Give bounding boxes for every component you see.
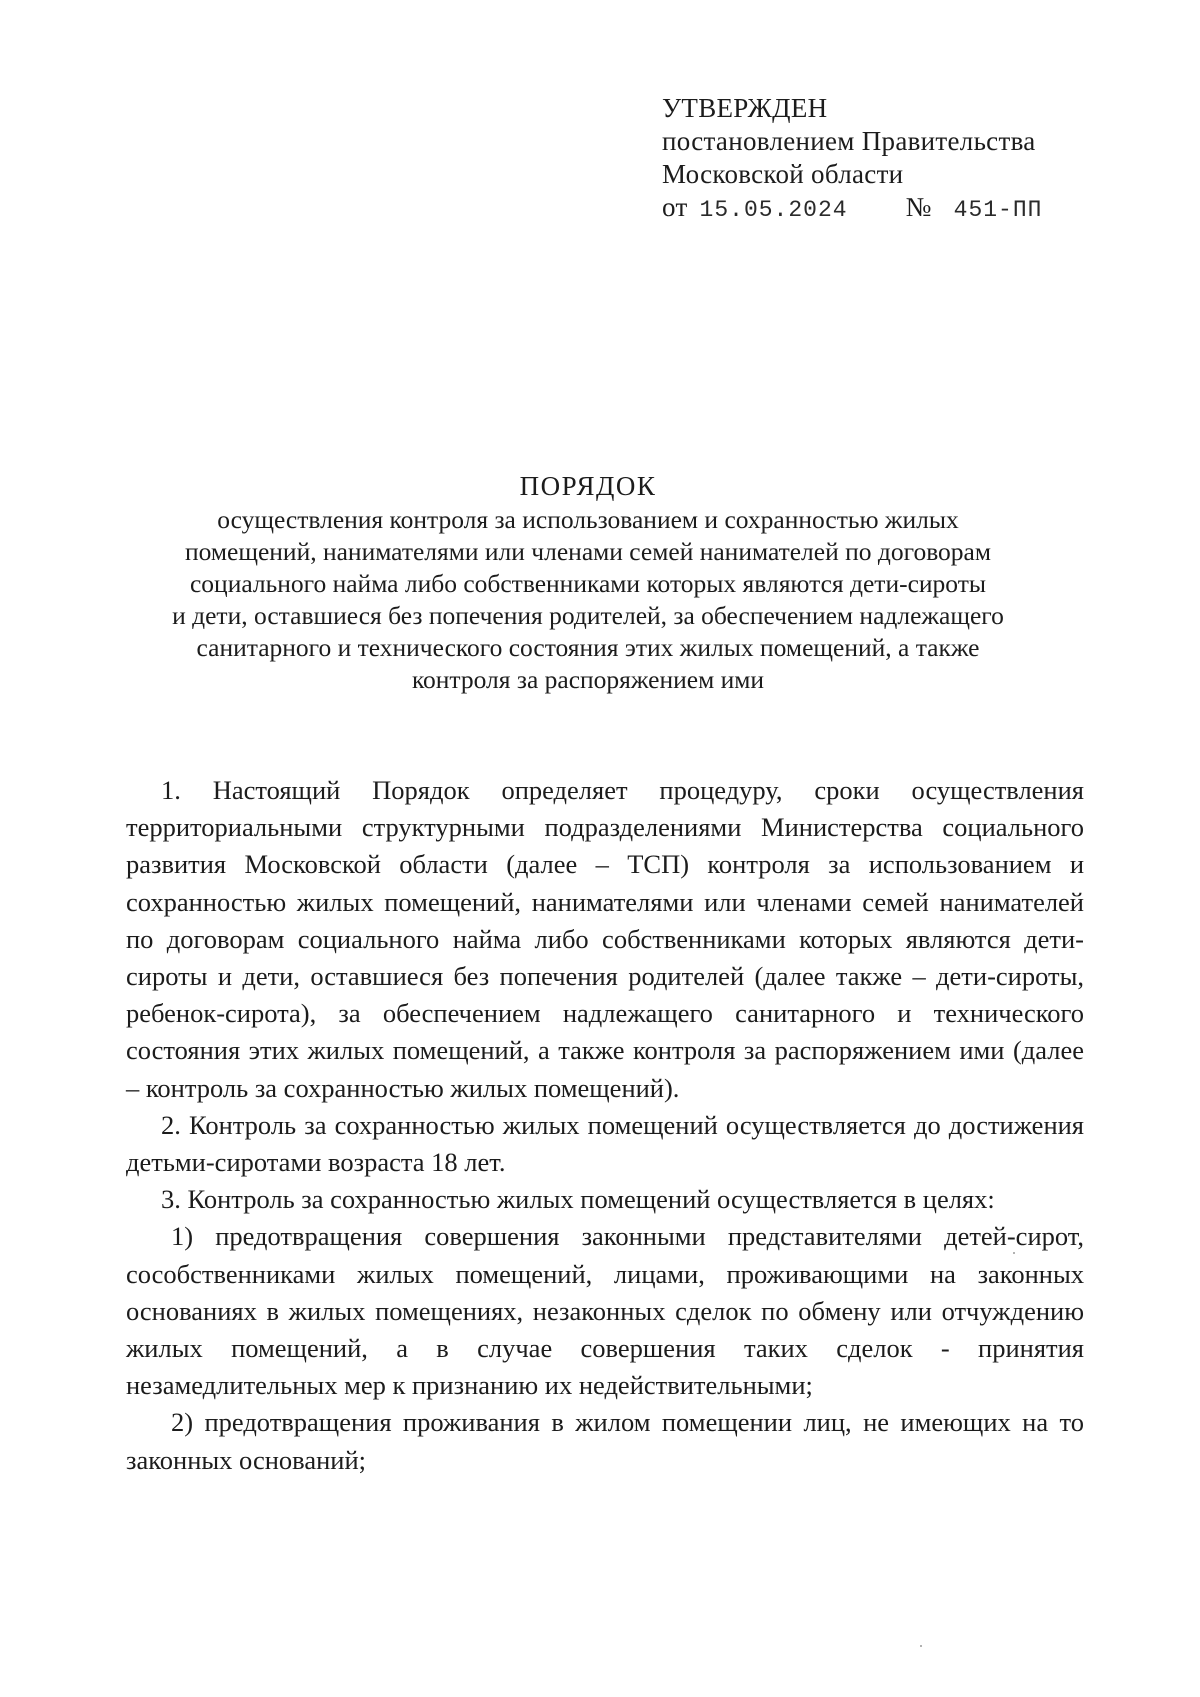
document-title: ПОРЯДОК	[519, 471, 657, 501]
approval-date-line	[662, 191, 1102, 227]
document-subtitle-line: контроля за распоряжением ими	[411, 665, 765, 694]
approval-by-line: постановлением Правительства	[662, 126, 1036, 156]
approval-status: УТВЕРЖДЕН	[662, 93, 828, 123]
paragraph-3: 3. Контроль за сохранностью жилых помещений осуществляется в целях:	[161, 1184, 995, 1215]
document-title-block	[118, 470, 1058, 696]
scan-speck	[1013, 1252, 1015, 1254]
approval-date-prefix: от	[662, 192, 688, 222]
subparagraph-3-2: 2) предотвращения проживания в жилом помещении лиц, не имеющих на то законных оснований;	[126, 1407, 1084, 1475]
document-subtitle-line: социального найма либо собственниками которых являются дети-сироты	[189, 569, 986, 598]
scan-speck	[920, 1645, 922, 1647]
approval-date-value: 15.05.2024	[699, 197, 848, 223]
document-subtitle-line: санитарного и технического состояния этих жилых помещений, а также	[196, 633, 980, 662]
paragraph-1: 1. Настоящий Порядок определяет процедуру, сроки осуществления территориальными структурными подразделениями Министерства социального развития Московской области (далее – ТСП) контроля за использованием и сохранностью жилых помещений, нанимателями или членами семей нанимателей по договорам социального найма либо собственниками которых являются дети-сироты и дети, оставшиеся без попечения родителей (далее также – дети-сироты, ребенок-сирота), за обеспечением надлежащего санитарного и технического состояния этих жилых помещений, а также контроля за распоряжением ими (далее – контроль за сохранностью жилых помещений).	[126, 775, 1084, 1103]
document-subtitle-line: и дети, оставшиеся без попечения родителей, за обеспечением надлежащего	[172, 601, 1004, 630]
document-body	[126, 772, 1084, 1479]
approval-number-value: 451-ПП	[953, 197, 1043, 223]
paragraph-2: 2. Контроль за сохранностью жилых помещений осуществляется до достижения детьми-сиротами возраста 18 лет.	[126, 1109, 1084, 1178]
approval-region-line: Московской области	[662, 159, 904, 189]
subparagraph-3-1: 1) предотвращения совершения законными представителями детей-сирот, сособственниками жилых помещений, лицами, проживающими на законных основаниях в жилых помещениях, незаконных сделок по обмену или отчуждению жилых помещений, а в случае совершения таких сделок - принятия незамедлительных мер к признанию их недействительными;	[126, 1221, 1084, 1401]
approval-number-sign: №	[905, 192, 932, 222]
approval-block	[662, 92, 1102, 227]
document-subtitle-line: помещений, нанимателями или членами семей нанимателей по договорам	[184, 537, 992, 566]
document-subtitle-line: осуществления контроля за использованием и сохранностью жилых	[217, 505, 959, 534]
